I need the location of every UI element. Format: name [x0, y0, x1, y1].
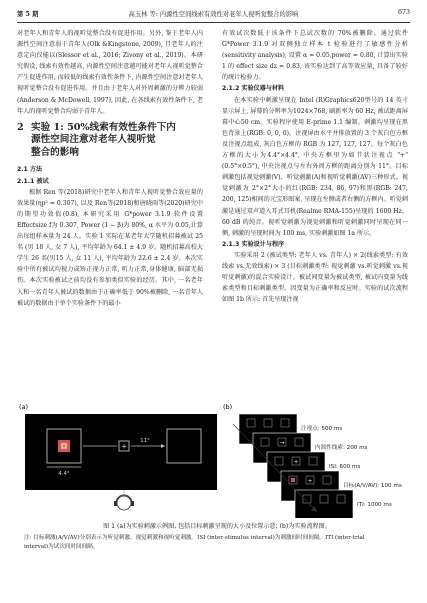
stimulus-screen	[25, 414, 217, 490]
fixation-cross: +	[121, 442, 127, 451]
figure-caption	[24, 522, 410, 551]
subjects-heading: 2.1.1 被试	[17, 177, 49, 185]
target-stimulus-icon	[291, 478, 295, 482]
caption-note: 注: 目标刺激(A/V/AV)分别表示为听觉刺激、视觉刺激和视听觉刺激。ISI (inter-stimulus interval)为刺激间时间间隔。ITI (inter-trial interval)为试次间时间间隔。	[24, 535, 365, 550]
panel-a-label: (a)	[19, 403, 29, 411]
observer-headphones-icon	[114, 490, 134, 510]
section-heading: 2 实验 1: 50%线索有效性条件下内 源性空间注意对老年人视听觉 整合的影响	[17, 121, 176, 158]
trial-frame-screen	[295, 490, 353, 518]
trial-frame-label: ISI: 600 ms	[329, 464, 361, 470]
size-label: 4.4°	[58, 471, 70, 477]
running-title: 高玉林 等: 内源性空间线索有效性对老年人视听觉整合的影响	[128, 11, 299, 18]
method-heading: 2.1 方法	[17, 165, 43, 173]
running-header	[17, 9, 410, 21]
right-column	[222, 28, 408, 305]
visual-target-icon	[58, 440, 70, 452]
trial-frame	[295, 490, 410, 518]
caption-title: 图 1 (a)为实验刺激示例图, 包括目标刺激呈现的大小及位置示意; (b)为实验流程图。	[103, 523, 331, 530]
figure-1-svg	[17, 400, 410, 518]
distance-label: 11°	[140, 438, 150, 444]
device-paragraph: 在本实验中刺激呈现在 Intel (R)Graphics620型号的 14 英寸显示屏上, 屏幕的分辨率为1024×768, 刷新率为 60 Hz, 被试距离屏幕中心50 cm。实验程序使用 E-prime 1.1 编制。刺激均呈现在黑色背景上(RGB: 0, 0, 0)。注视屏由水平并排放置的 3 个灰白色方框及注视点组成, 灰白色方框的 RGB 为 127, 127, 127。每个灰白色方框的大小为4.4°×4.4°, 中央方框里为如节状注视点 "+"(0.5°×0.5°), 中央注视点与左右外周方框的距离分别为 11°。目标刺激包括视觉刺激(V)、听觉刺激(A)和视听觉刺激(AV)三种形式。视觉刺激为 2°×2°大小的红(RGB: 234, 86, 97)和黑(RGB: 247, 200, 125)相间的元宝形图案, 呈现在左侧或者右侧的方框内。听觉刺激是通过双声道入耳式耳机(Realme RMA-155)呈现的 1600 Hz、60 dB 的纯音。视听觉刺激为视觉刺激和听觉刺激同时呈现在同一侧, 刺激的呈现时间为 100 ms, 实验刺激如图 1a 所示。	[222, 96, 409, 237]
trial-sequence	[239, 414, 410, 518]
design-heading: 2.1.3 实验设计与程序	[222, 240, 285, 248]
intro-paragraph: 对老年人和青年人的视听觉整合没有促进作用。另外, 鉴于老年人内源性空间注意弱于青年人(Olk &Kingstone, 2009), 且老年人的注意定向仅能以(Slessor et al., 2016; Zivony et al., 2019)。本研究假设, 线索有效性越高, 内源性空间注意越可能对老年人视听觉整合产生促进作用, 而较低的线索有效性条件下, 内源性空间注意对老年人视听觉整合没有促进作用。并且由于老年人对外周刺激的分辨力较弱(Anderson & McDowell, 1997), 因此, 在各线索有效性条件下, 老年人的视听觉整合均弱于青年人。	[17, 30, 204, 115]
trial-frame-symbol: →	[279, 440, 285, 447]
trial-frame-label: 目标(A/V/AV): 100 ms	[343, 483, 402, 489]
trial-frame-label: ITI: 1000 ms	[357, 502, 392, 508]
figure-1	[17, 400, 410, 518]
trial-frame-label: 注视点: 500 ms	[301, 426, 343, 432]
panel-b-label: (b)	[223, 403, 233, 411]
trial-frame-label: 内源性线索: 200 ms	[315, 445, 368, 451]
device-heading: 2.1.2 实验仪器与材料	[222, 85, 285, 93]
page-number: 673	[397, 9, 410, 16]
power-paragraph: 有效试次数低于该条件下总试次数的 70%被删除。通过软件 G*Power 3.1.9 对双侧独立样本 t 检验进行了敏感性分析(sensitivity analysis), 设置 α = 0.05,power = 0.80, 计算出实验 1 的 effect size dz = 0.83, 该实验达到了高等效应量, 具备了较好的统计检验力。	[222, 30, 409, 82]
trial-frame-symbol: +	[307, 478, 313, 485]
left-column	[17, 28, 203, 309]
subjects-paragraph: 根据 Ren 等(2018)研究中老年人和青年人视听觉整合效应量的效果量(ηp² = 0.307), 以及 Ren等(2018)和唐晓雨等(2020)研究中的期望功效值(0.8), 本研究采用 G*power 3.1.9 软件设置 Effectsize f为 0.307, Power (1 − β)为 80%, α 水平为 0.05,计算出每组样本量为 24 人。实验 1 实际在某老年大学随机招募被试 25 名 (男 18 人, 女 7 人), 平均年龄为 64.1 ± 4.9 岁。随机招募高校大学生 26 名(男15 人, 女 11 人), 平均年龄为 22.6 ± 2.4 岁。本次实验中所有被试均视力或矫正视力正常, 听力正常,身体健康, 脑部无损伤。本次实验被试之前均没有参加类似实验的经历。其中, 一名老年人和一名青年人被试的数据由于正确率低于 90%被删除, 一名青年人被试的数据由于单个实验条件下的最小	[17, 188, 204, 307]
issue-number: 第 5 期	[17, 11, 39, 18]
design-paragraph: 实验采用 2 (被试类型: 老年人 vs. 青年人) × 2(线索类型: 有效线索 vs.无效线索) × 3 (目标刺激类型: 视觉刺激 vs.听觉刺激 vs.视听觉刺激)的混合实验设计。被试间变量为被试类型, 被试内变量为线索类型和目标刺激类型。因变量为正确率和反应时。实验的试次流程如图 1b 所示: 首先呈现注视	[222, 251, 409, 304]
trial-frame-symbol: +	[293, 459, 299, 466]
header-rule	[17, 22, 410, 23]
